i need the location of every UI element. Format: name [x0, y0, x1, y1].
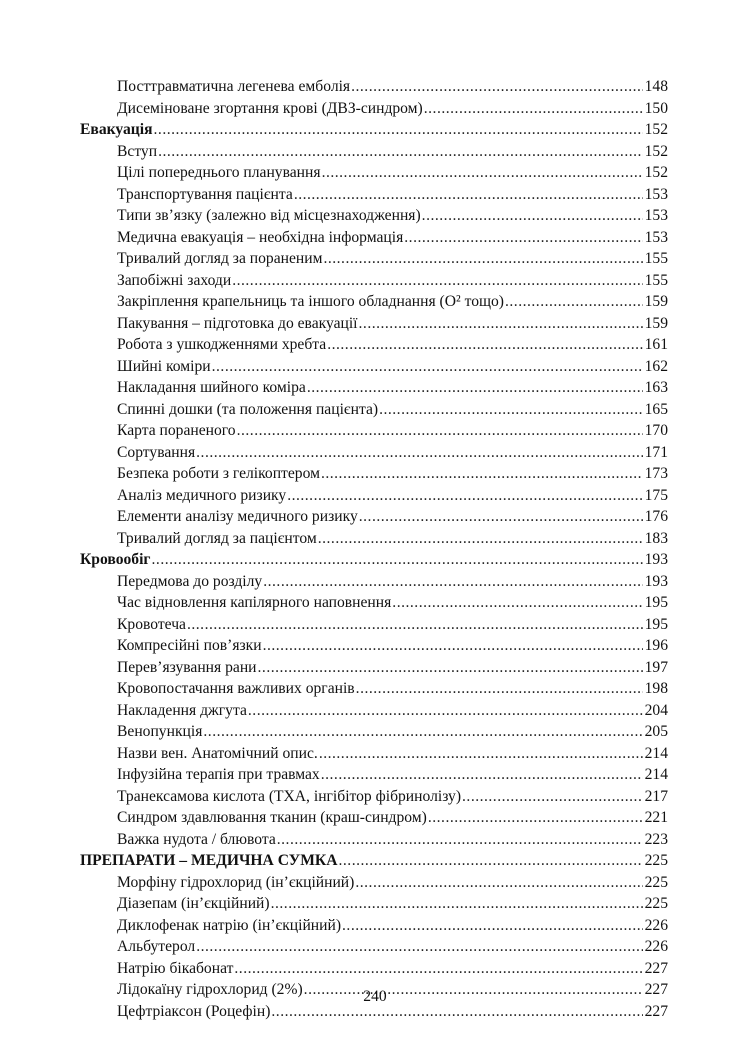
toc-entry-title: Синдром здавлювання тканин (краш-синдром) [117, 809, 427, 826]
toc-entry-page: 225 [644, 852, 668, 869]
toc-entry-title: Карта пораненого [117, 422, 236, 439]
dot-leader [428, 807, 643, 829]
toc-entry-page: 159 [644, 314, 668, 332]
toc-entry-title: Накладання шийного коміра [117, 379, 306, 396]
toc-entry-page: 152 [644, 121, 668, 138]
toc-entry[interactable] [80, 98, 668, 120]
toc-entry-page: 152 [644, 164, 668, 181]
toc-entry-page: 152 [644, 142, 668, 160]
toc-entry-page: 198 [644, 680, 668, 697]
dot-leader [339, 850, 644, 872]
dot-leader [158, 141, 643, 163]
toc-entry-title: Важка нудота / блювота [117, 830, 276, 848]
toc-entry-title: Передмова до розділу [117, 572, 263, 590]
toc-entry-title: Безпека роботи з гелікоптером [117, 465, 320, 482]
dot-leader [196, 442, 643, 464]
toc-entry-page: 227 [644, 981, 668, 998]
toc-entry-page: 176 [644, 508, 668, 525]
toc-entry-title: Накладення джгута [117, 701, 247, 719]
toc-entry[interactable] [80, 700, 668, 722]
dot-leader [318, 528, 643, 550]
toc-entry-title: Діазепам (ін’єкційний) [117, 895, 270, 912]
toc-entry-page: 155 [644, 271, 668, 289]
toc-entry-page: 165 [644, 400, 668, 418]
dot-leader [271, 893, 643, 915]
dot-leader [154, 119, 643, 141]
dot-leader [424, 98, 643, 120]
toc-entry-title: Кровотеча [117, 615, 186, 633]
toc-entry-page: 171 [644, 443, 668, 461]
toc-entry[interactable] [80, 76, 668, 98]
toc-section-entry[interactable] [80, 549, 668, 571]
toc-entry[interactable] [80, 807, 668, 829]
toc-entry[interactable] [80, 936, 668, 958]
toc-entry-title: Тривалий догляд за пацієнтом [117, 529, 317, 547]
toc-entry-page: 226 [644, 916, 668, 934]
toc-entry[interactable] [80, 635, 668, 657]
dot-leader [321, 764, 643, 786]
dot-leader [327, 334, 643, 356]
dot-leader [232, 270, 643, 292]
dot-leader [258, 657, 643, 679]
toc-entry-title: Компресійні пов’язки [117, 637, 262, 654]
toc-entry-title: Дисеміноване згортання крові (ДВЗ-синдром) [117, 99, 423, 117]
toc-entry[interactable] [80, 184, 668, 206]
dot-leader [307, 377, 643, 399]
toc-entry[interactable] [80, 592, 668, 614]
toc-entry-page: 161 [644, 336, 668, 353]
toc-entry-page: 175 [644, 486, 668, 504]
toc-entry-title: Лідокаїну гідрохлорид (2%) [117, 981, 303, 998]
toc-entry[interactable] [80, 463, 668, 485]
toc-entry[interactable] [80, 958, 668, 980]
toc-entry-page: 223 [644, 830, 668, 848]
dot-leader [323, 248, 643, 270]
table-of-contents [80, 76, 668, 1022]
toc-entry[interactable] [80, 485, 668, 507]
toc-entry[interactable] [80, 764, 668, 786]
toc-section-entry[interactable] [80, 119, 668, 141]
toc-entry-page: 195 [644, 594, 668, 611]
dot-leader [359, 313, 643, 335]
toc-entry[interactable] [80, 442, 668, 464]
toc-entry-page: 226 [644, 938, 668, 955]
toc-entry-title: Робота з ушкодженнями хребта [117, 336, 327, 353]
toc-entry-title: Венопункція [117, 723, 203, 740]
toc-entry-page: 227 [644, 959, 668, 977]
toc-entry-title: Альбутерол [117, 938, 196, 955]
dot-leader [212, 356, 643, 378]
toc-entry-title: Морфіну гідрохлорид (ін’єкційний) [117, 873, 355, 891]
dot-leader [359, 506, 643, 528]
toc-entry[interactable] [80, 915, 668, 937]
dot-leader [277, 829, 643, 851]
toc-entry-page: 148 [644, 78, 668, 95]
toc-entry-title: Транспортування пацієнта [117, 185, 293, 203]
toc-entry[interactable] [80, 313, 668, 335]
page-number: 240 [363, 988, 387, 1005]
toc-entry-title: Шийні коміри [117, 357, 211, 375]
toc-entry[interactable] [80, 893, 668, 915]
toc-entry-title: Назви вен. Анатомічний опис. [117, 744, 318, 762]
dot-leader [404, 227, 643, 249]
toc-entry-title: Інфузійна терапія при травмах [117, 766, 320, 783]
toc-entry-title: ПРЕПАРАТИ – МЕДИЧНА СУМКА [80, 852, 338, 869]
toc-entry-title: Час відновлення капілярного наповнення [117, 594, 392, 611]
toc-entry-page: 193 [644, 551, 668, 568]
toc-entry-title: Перев’язування рани [117, 658, 257, 676]
dot-leader [152, 549, 643, 571]
toc-entry-page: 217 [644, 787, 668, 805]
toc-entry-page: 150 [644, 99, 668, 117]
toc-entry-page: 214 [644, 744, 668, 762]
toc-entry-title: Транексамова кислота (ТХА, інгібітор фібринолізу) [117, 787, 462, 805]
toc-entry-page: 195 [644, 615, 668, 633]
toc-entry-page: 173 [644, 465, 668, 482]
toc-entry-title: Кровопостачання важливих органів [117, 680, 355, 697]
toc-entry[interactable] [80, 291, 668, 313]
toc-entry-page: 204 [644, 701, 668, 719]
toc-entry[interactable] [80, 227, 668, 249]
dot-leader [294, 184, 643, 206]
dot-leader [342, 915, 643, 937]
toc-entry-page: 193 [644, 572, 668, 590]
dot-leader [356, 678, 643, 700]
dot-leader [355, 872, 643, 894]
toc-entry-page: 153 [644, 185, 668, 203]
toc-entry-title: Цефтріаксон (Роцефін) [117, 1002, 271, 1020]
toc-entry-title: Запобіжні заходи [117, 271, 232, 289]
toc-entry[interactable] [80, 248, 668, 270]
dot-leader [287, 485, 643, 507]
toc-entry-page: 214 [644, 766, 668, 783]
dot-leader [237, 420, 643, 442]
toc-entry[interactable] [80, 162, 668, 184]
dot-leader [321, 463, 643, 485]
dot-leader [462, 786, 643, 808]
dot-leader [322, 162, 643, 184]
toc-entry-page: 159 [644, 293, 668, 310]
dot-leader [187, 614, 643, 636]
toc-entry[interactable] [80, 786, 668, 808]
toc-entry-title: Вступ [117, 142, 158, 160]
toc-entry-page: 225 [644, 895, 668, 912]
toc-entry[interactable] [80, 614, 668, 636]
toc-entry-page: 155 [644, 250, 668, 267]
toc-entry-title: Медична евакуація – необхідна інформація [117, 228, 404, 246]
toc-entry[interactable] [80, 420, 668, 442]
toc-entry-page: 153 [644, 207, 668, 224]
toc-entry[interactable] [80, 528, 668, 550]
toc-entry[interactable] [80, 743, 668, 765]
toc-entry[interactable] [80, 399, 668, 421]
dot-leader [263, 635, 643, 657]
dot-leader [351, 76, 643, 98]
dot-leader [319, 743, 643, 765]
toc-entry-title: Цілі попереднього планування [117, 164, 321, 181]
toc-entry-title: Типи зв’язку (залежно від місцезнаходження) [117, 207, 421, 224]
dot-leader [263, 571, 643, 593]
toc-entry[interactable] [80, 205, 668, 227]
toc-entry-title: Закріплення крапельниць та іншого обладнання (О² тощо) [117, 293, 504, 310]
dot-leader [379, 399, 643, 421]
toc-entry[interactable] [80, 571, 668, 593]
toc-entry-page: 183 [644, 529, 668, 547]
toc-entry[interactable] [80, 678, 668, 700]
toc-entry-page: 196 [644, 637, 668, 654]
toc-entry-page: 197 [644, 658, 668, 676]
toc-entry[interactable] [80, 829, 668, 851]
toc-entry-title: Пакування – підготовка до евакуації [117, 314, 358, 332]
toc-entry[interactable] [80, 270, 668, 292]
dot-leader [422, 205, 643, 227]
toc-entry[interactable] [80, 506, 668, 528]
toc-entry-page: 225 [644, 873, 668, 891]
toc-entry-title: Аналіз медичного ризику [117, 486, 287, 504]
dot-leader [203, 721, 643, 743]
toc-entry[interactable] [80, 141, 668, 163]
toc-entry[interactable] [80, 377, 668, 399]
toc-entry[interactable] [80, 657, 668, 679]
toc-entry-title: Натрію бікабонат [117, 959, 234, 977]
toc-entry-title: Евакуація [80, 121, 153, 138]
toc-entry-page: 205 [644, 723, 668, 740]
dot-leader [248, 700, 643, 722]
toc-entry-title: Посттравматична легенева емболія [117, 78, 351, 95]
toc-entry-page: 170 [644, 422, 668, 439]
toc-entry-page: 221 [644, 809, 668, 826]
toc-entry-title: Диклофенак натрію (ін’єкційний) [117, 916, 342, 934]
toc-entry[interactable] [80, 334, 668, 356]
toc-entry[interactable] [80, 721, 668, 743]
toc-entry-title: Кровообіг [80, 551, 151, 568]
dot-leader [234, 958, 643, 980]
toc-entry-title: Тривалий догляд за пораненим [117, 250, 323, 267]
toc-entry-page: 227 [644, 1002, 668, 1020]
toc-entry-page: 153 [644, 228, 668, 246]
toc-entry-title: Спинні дошки (та положення пацієнта) [117, 400, 379, 418]
toc-entry-page: 162 [644, 357, 668, 375]
dot-leader [505, 291, 643, 313]
toc-entry[interactable] [80, 356, 668, 378]
toc-entry[interactable] [80, 872, 668, 894]
toc-entry-page: 163 [644, 379, 668, 396]
toc-section-entry[interactable] [80, 850, 668, 872]
dot-leader [392, 592, 643, 614]
dot-leader [196, 936, 643, 958]
toc-entry-title: Сортування [117, 443, 196, 461]
toc-entry-title: Елементи аналізу медичного ризику [117, 508, 358, 525]
